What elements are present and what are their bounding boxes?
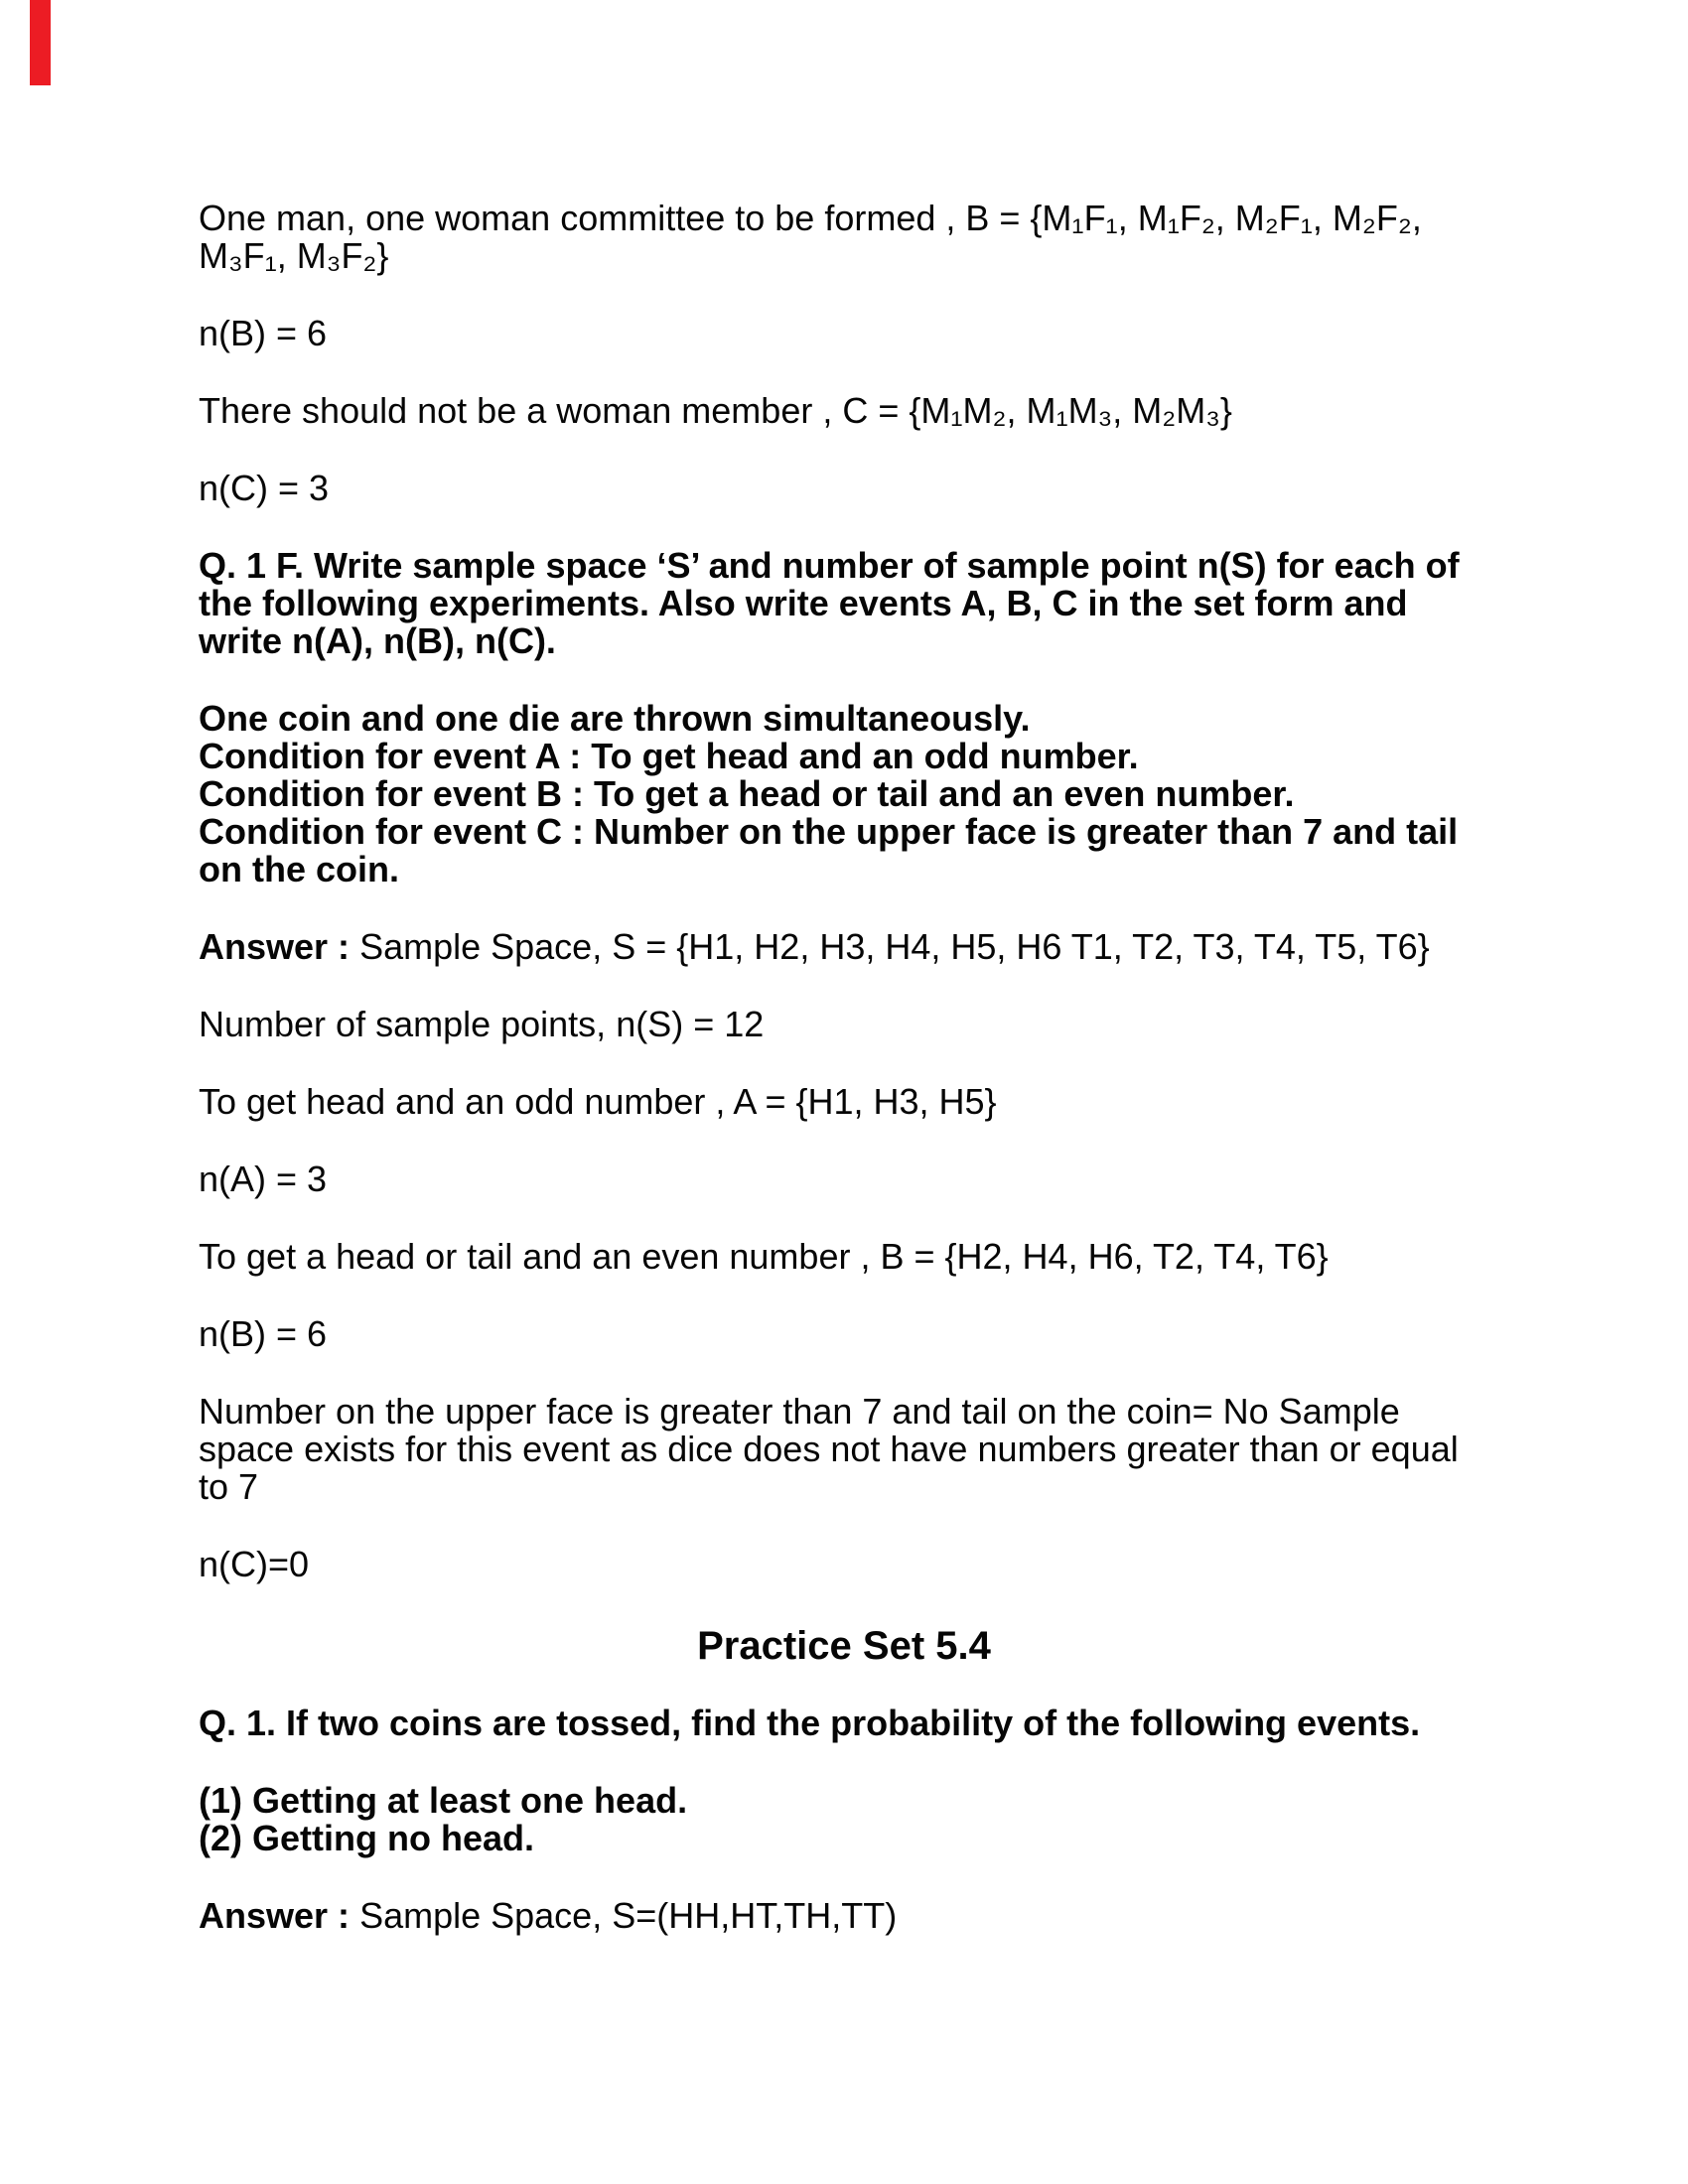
answer-2-label: Answer : [199, 1895, 351, 1936]
paragraph-event-b-set: To get a head or tail and an even number , B = {H2, H4, H6, T2, T4, T6} [199, 1236, 1329, 1277]
question-1f: Q. 1 F. Write sample space ‘S’ and number of sample point n(S) for each of the following experiments. Also write events A, B, C in the set form and write n(A), n(B), n(C). [199, 545, 1460, 661]
question-1-sub1-line: (1) Getting at least one head. [199, 1780, 688, 1821]
paragraph-n-b-1: n(B) = 6 [199, 313, 328, 353]
question-1-subparts [199, 1782, 1489, 1857]
answer-1-paragraph [199, 928, 1489, 966]
red-pen-mark [30, 0, 51, 85]
answer-2-paragraph [199, 1897, 1489, 1935]
condition-c-line: Condition for event C : Number on the upper face is greater than 7 and tail on the coin. [199, 811, 1459, 889]
question-1: Q. 1. If two coins are tossed, find the probability of the following events. [199, 1703, 1421, 1743]
answer-1-text: Sample Space, S = {H1, H2, H3, H4, H5, H6 T1, T2, T3, T4, T5, T6} [359, 926, 1430, 967]
experiment-intro-line: One coin and one die are thrown simultaneously. [199, 698, 1031, 739]
paragraph-sample-points: Number of sample points, n(S) = 12 [199, 1004, 765, 1044]
answer-2-text: Sample Space, S=(HH,HT,TH,TT) [359, 1895, 898, 1936]
paragraph-no-woman-set-c: There should not be a woman member , C = {M₁M₂, M₁M₃, M₂M₃} [199, 390, 1232, 431]
paragraph-committee-set-b: One man, one woman committee to be formed , B = {M₁F₁, M₁F₂, M₂F₁, M₂F₂, M₃F₁, M₃F₂} [199, 198, 1422, 276]
paragraph-n-a: n(A) = 3 [199, 1159, 328, 1199]
answer-1-label: Answer : [199, 926, 351, 967]
paragraph-event-c-explanation: Number on the upper face is greater than 7 and tail on the coin= No Sample space exists for this event as dice does not have numbers greater than or equal to 7 [199, 1391, 1459, 1507]
question-1-sub2-line: (2) Getting no head. [199, 1818, 534, 1858]
paragraph-n-c-2: n(C)=0 [199, 1544, 310, 1584]
paragraph-n-c-1: n(C) = 3 [199, 468, 330, 508]
practice-set-heading: Practice Set 5.4 [697, 1624, 991, 1668]
question-1f-conditions [199, 700, 1489, 888]
paragraph-event-a-set: To get head and an odd number , A = {H1, H3, H5} [199, 1081, 997, 1122]
condition-b-line: Condition for event B : To get a head or tail and an even number. [199, 773, 1295, 814]
condition-a-line: Condition for event A : To get head and an odd number. [199, 736, 1139, 776]
document-content [199, 200, 1489, 1975]
paragraph-n-b-2: n(B) = 6 [199, 1313, 328, 1354]
